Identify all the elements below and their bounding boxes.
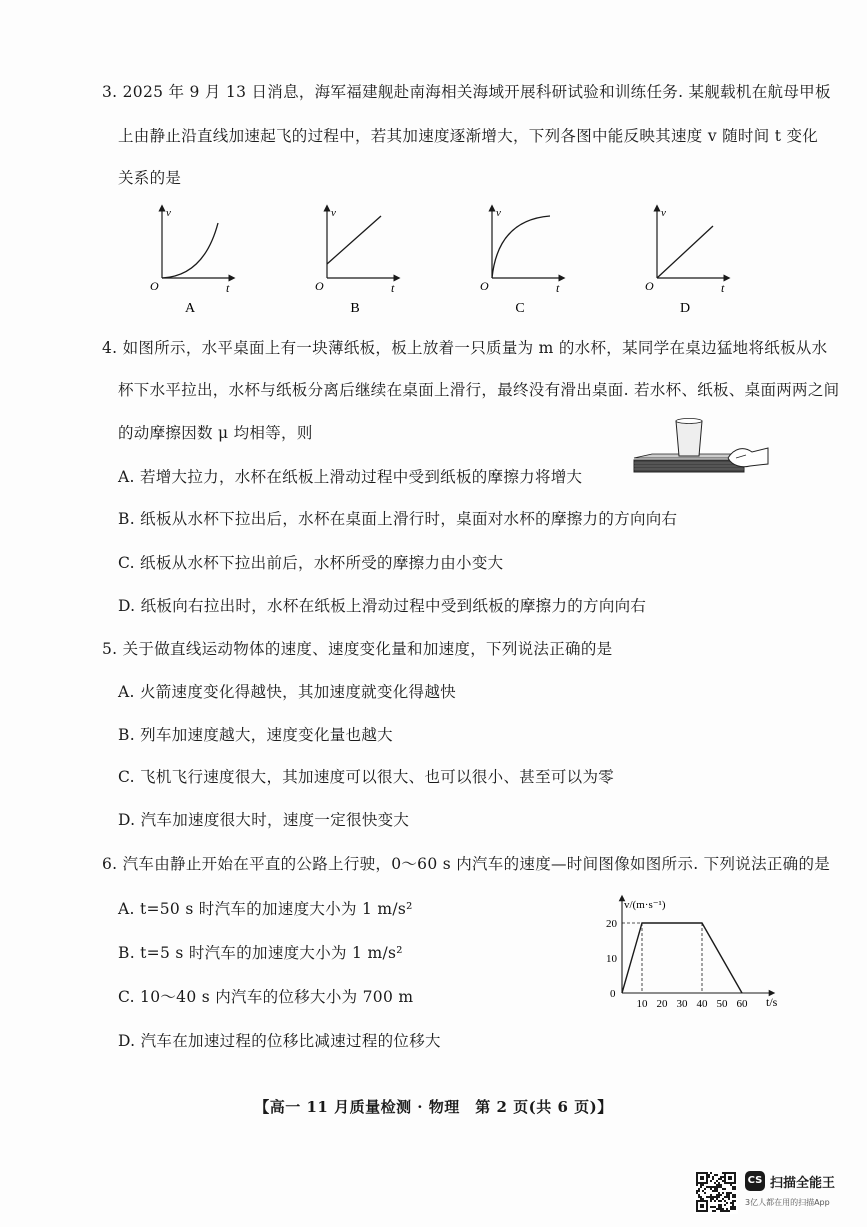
vt-chart: [598, 890, 788, 1015]
graph-A-v-label: v: [166, 207, 171, 219]
graph-B-curve: [327, 216, 381, 264]
q4-option-d: D. 纸板向右拉出时，水杯在纸板上滑动过程中受到纸板的摩擦力的方向向右: [118, 597, 647, 615]
vt-y-label: v/(m·s⁻¹): [624, 899, 666, 911]
graph-D-t-label: t: [721, 281, 725, 295]
q3-line-1: 3. 2025 年 9 月 13 日消息，海军福建舰赴南海相关海域开展科研试验和训练任务. 某舰载机在航母甲板: [102, 83, 831, 101]
q3-line-3: 关系的是: [118, 169, 182, 187]
graph-C-caption: C: [515, 301, 525, 315]
q6-line-1: 6. 汽车由静止开始在平直的公路上行驶，0～60 s 内汽车的速度—时间图像如图所示. 下列说法正确的是: [102, 855, 831, 873]
qr-code: [694, 1170, 738, 1214]
graph-D-curve: [657, 226, 713, 278]
q4-option-a: A. 若增大拉力，水杯在纸板上滑动过程中受到纸板的摩擦力将增大: [118, 468, 583, 486]
vt-x-tick: 30: [676, 998, 688, 1010]
page-footer: 【高一 11 月质量检测 · 物理 第 2 页(共 6 页)】: [254, 1098, 613, 1116]
vt-x-tick: 40: [696, 998, 708, 1010]
graph-A-t-label: t: [226, 281, 230, 295]
graph-B-v-label: v: [331, 207, 336, 219]
vt-x-tick: 50: [716, 998, 728, 1010]
q3-graphs: [140, 200, 740, 315]
vt-x-label: t/s: [766, 995, 778, 1009]
graph-C-curve: [492, 216, 550, 278]
q6-option-b: B. t=5 s 时汽车的加速度大小为 1 m/s²: [118, 944, 403, 962]
vt-y-tick: 10: [606, 953, 617, 965]
graph-C-origin: O: [480, 279, 489, 293]
graph-B-caption: B: [350, 301, 360, 315]
q5-option-a: A. 火箭速度变化得越快，其加速度就变化得越快: [118, 683, 456, 701]
q3-line-2: 上由静止沿直线加速起飞的过程中，若其加速度逐渐增大，下列各图中能反映其速度 v 随时间 t 变化: [118, 127, 819, 145]
graph-C-v-label: v: [496, 207, 501, 219]
q5-option-b: B. 列车加速度越大，速度变化量也越大: [118, 726, 393, 744]
graph-B-origin: O: [315, 279, 324, 293]
graph-A-origin: O: [150, 279, 159, 293]
q4-line-3: 的动摩擦因数 μ 均相等，则: [118, 424, 313, 442]
vt-origin: 0: [610, 988, 616, 1000]
vt-x-tick: 60: [736, 998, 748, 1010]
graph-D-caption: D: [679, 301, 691, 315]
vt-x-tick: 20: [656, 998, 668, 1010]
vt-x-tick: 10: [636, 998, 648, 1010]
q6-option-a: A. t=50 s 时汽车的加速度大小为 1 m/s²: [118, 900, 413, 918]
vt-y-tick: 20: [606, 918, 617, 930]
q4-line-1: 4. 如图所示，水平桌面上有一块薄纸板，板上放着一只质量为 m 的水杯，某同学在桌边猛地将纸板从水: [102, 339, 828, 357]
brand-name: 扫描全能王: [770, 1176, 836, 1191]
q5-option-c: C. 飞机飞行速度很大，其加速度可以很大、也可以很小、甚至可以为零: [118, 768, 615, 786]
q4-option-b: B. 纸板从水杯下拉出后，水杯在桌面上滑行时，桌面对水杯的摩擦力的方向向右: [118, 510, 678, 528]
q5-line-1: 5. 关于做直线运动物体的速度、速度变化量和加速度，下列说法正确的是: [102, 640, 613, 658]
q4-line-2: 杯下水平拉出，水杯与纸板分离后继续在桌面上滑行，最终没有滑出桌面. 若水杯、纸板、桌面两两之间: [118, 381, 840, 399]
cs-logo-icon: CS: [745, 1171, 765, 1191]
graph-D-origin: O: [645, 279, 654, 293]
graph-A-curve: [162, 223, 218, 278]
graph-B-t-label: t: [391, 281, 395, 295]
vt-series-line: [622, 923, 742, 993]
q6-option-d: D. 汽车在加速过程的位移比减速过程的位移大: [118, 1032, 441, 1050]
cup-on-paper-figure: [632, 418, 772, 488]
brand-slogan: 3亿人都在用的扫描App: [745, 1198, 830, 1207]
graph-A-caption: A: [184, 301, 196, 315]
scanner-brand: [745, 1171, 865, 1221]
q5-option-d: D. 汽车加速度很大时，速度一定很快变大: [118, 811, 410, 829]
graph-D-v-label: v: [661, 207, 666, 219]
q4-option-c: C. 纸板从水杯下拉出前后，水杯所受的摩擦力由小变大: [118, 554, 504, 572]
q6-option-c: C. 10～40 s 内汽车的位移大小为 700 m: [118, 988, 414, 1006]
graph-C-t-label: t: [556, 281, 560, 295]
